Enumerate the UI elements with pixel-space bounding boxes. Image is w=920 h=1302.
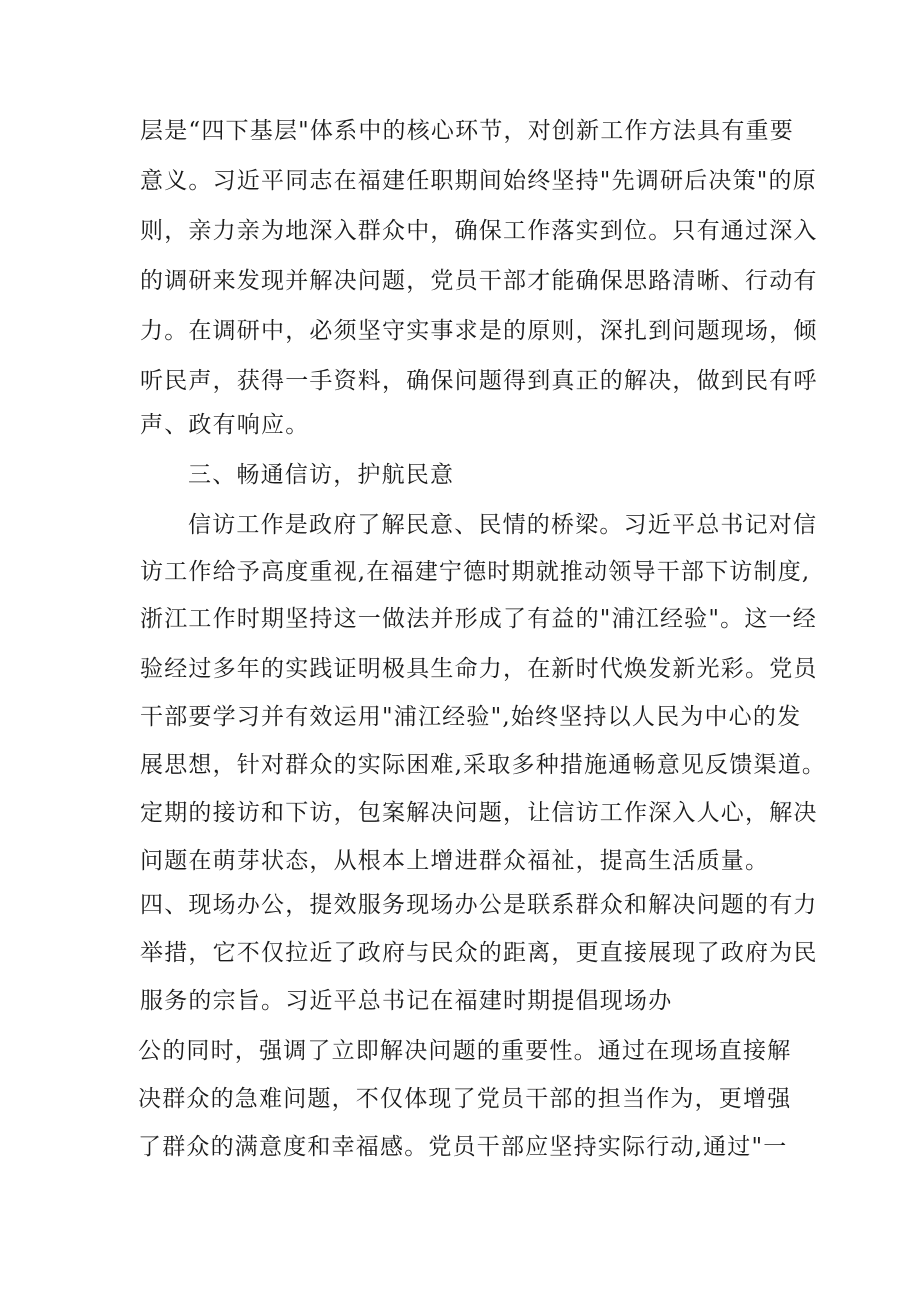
text-line-14: 展思想，针对群众的实际困难,采取多种措施通畅意见反馈渠道。	[140, 752, 827, 778]
text-line-22: 了群众的满意度和幸福感。党员干部应坚持实际行动,通过"一	[138, 1134, 788, 1160]
text-line-1: 层是“四下基层"体系中的核心环节，对创新工作方法具有重要	[140, 118, 794, 144]
text-line-9: 信访工作是政府了解民意、民情的桥梁。习近平总书记对信	[188, 512, 818, 538]
text-line-5: 力。在调研中，必须坚守实事求是的原则，深扎到问题现场，倾	[140, 318, 818, 344]
text-line-13: 干部要学习并有效运用"浦江经验",始终坚持以人民为中心的发	[140, 704, 802, 730]
section-heading-3: 三、畅通信访，护航民意	[188, 462, 455, 488]
text-line-19: 服务的宗旨。习近平总书记在福建时期提倡现场办	[140, 988, 673, 1014]
text-line-15: 定期的接访和下访，包案解决问题，让信访工作深入人心，解决	[140, 800, 818, 826]
text-line-2: 意义。习近平同志在福建任职期间始终坚持"先调研后决策"的原	[140, 168, 817, 194]
text-line-7: 声、政有响应。	[140, 412, 310, 438]
text-line-18: 举措，它不仅拉近了政府与民众的距离，更直接展现了政府为民	[140, 940, 818, 966]
text-line-6: 听民声，获得一手资料，确保问题得到真正的解决，做到民有呼	[140, 368, 818, 394]
text-line-10: 访工作给予高度重视,在福建宁德时期就推动领导干部下访制度,	[140, 559, 811, 585]
text-line-16: 问题在萌芽状态，从根本上增进群众福祉，提高生活质量。	[140, 848, 770, 874]
text-line-3: 则，亲力亲为地深入群众中，确保工作落实到位。只有通过深入	[140, 218, 818, 244]
text-line-12: 验经过多年的实践证明极具生命力，在新时代焕发新光彩。党员	[140, 656, 818, 682]
text-line-21: 决群众的急难问题，不仅体现了党员干部的担当作为，更增强	[138, 1086, 792, 1112]
text-line-20: 公的同时，强调了立即解决问题的重要性。通过在现场直接解	[138, 1038, 792, 1064]
section-heading-4: 四、现场办公，提效服务现场办公是联系群众和解决问题的有力	[140, 892, 818, 918]
text-line-4: 的调研来发现并解决问题，党员干部才能确保思路清晰、行动有	[140, 268, 818, 294]
text-line-11: 浙江工作时期坚持这一做法并形成了有益的"浦江经验"。这一经	[140, 606, 817, 632]
